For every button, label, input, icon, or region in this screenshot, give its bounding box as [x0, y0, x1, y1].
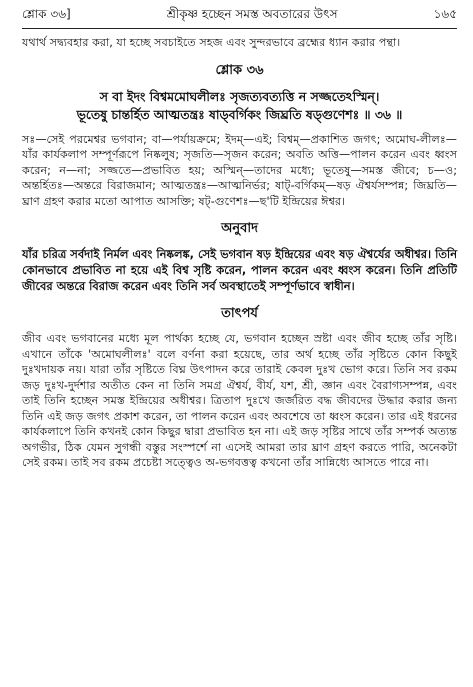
purport-heading: তাৎপর্য — [221, 306, 258, 321]
header-verse-ref: শ্লোক ৩৬] — [22, 7, 71, 21]
intro-paragraph: যথার্থ সদ্ব্যবহার করা, যা হচ্ছে সবচাইতে সহজ এবং সুন্দরভাবে ব্রহ্মের ধ্যান করার পন্থা। — [22, 36, 401, 49]
header-chapter-title: শ্রীকৃষ্ণ হচ্ছেন সমস্ত অবতারের উৎস — [166, 7, 338, 21]
translation-text: যাঁর চরিত্র সর্বদাই নির্মল এবং নিষ্কলঙ্ক, সেই ভগবান ষড় ইন্দ্রিয়ের এবং ষড় ঐশ্বর্যের অধীশ্বর। তিনি কোনভাবে প্রভাবিত না হয়ে এই বিশ্ব সৃষ্টি করেন, পালন করেন এবং ধ্বংস করেন। তিনি প্রতিটি জীবের অন্তরে বিরাজ করেন এবং তিনি সর্ব অবস্থাতেই সম্পূর্ণভাবে স্বাধীন। — [22, 247, 457, 293]
translation-heading: অনুবাদ — [221, 221, 258, 236]
header-divider — [22, 28, 457, 29]
sanskrit-verse — [22, 88, 457, 124]
verse-line-2: ভূতেষু চান্তর্হিত আত্মতন্ত্রঃ ষাড্‌বর্গিকং জিঘ্রতি ষড্‌গুণেশঃ ॥ ৩৬ ॥ — [76, 106, 403, 122]
verse-line-1: স বা ইদং বিশ্বমমোঘলীলঃ সৃজত্যবত্যত্তি ন সজ্জতেঽস্মিন্। — [99, 88, 380, 104]
running-header — [22, 0, 457, 26]
verse-heading: শ্লোক ৩৬ — [215, 62, 264, 78]
page-number: ১৬৫ — [433, 7, 457, 21]
purport-text: জীব এবং ভগবানের মধ্যে মূল পার্থক্য হচ্ছে যে, ভগবান হচ্ছেন স্রষ্টা এবং জীব হচ্ছে তাঁর সৃষ্টি। এখানে তাঁকে 'অমোঘলীলঃ' বলে বর্ণনা করা হয়েছে, তার অর্থ হচ্ছে তাঁর সৃষ্টিতে কোন কিছুই দুঃখদায়ক নয়। যারা তাঁর সৃষ্টিতে বিঘ্ন উৎপাদন করে তারাই কেবল দুঃখ ভোগ করে। তিনি সব রকম জড় দুঃখ-দুর্দশার অতীত কেন না তিনি সমগ্র ঐশ্বর্য, বীর্য, যশ, শ্রী, জ্ঞান এবং বৈরাগ্যসম্পন্ন, এবং তাই তিনি হচ্ছেন সমস্ত ইন্দ্রিয়ের অধীশ্বর। ত্রিতাপ দুঃখে জর্জরিত বদ্ধ জীবদের উদ্ধার করার জন্য তিনি এই জড় জগৎ প্রকাশ করেন, তা পালন করেন এবং অবশেষে তা ধ্বংস করেন। তার এই ধরনের কার্যকলাপে তিনি কখনই কোন কিছুর দ্বারা প্রভাবিত হন না। এই জড় সৃষ্টির সাথে তাঁর সম্পর্ক অত্যন্ত অগভীর, ঠিক যেমন সুগন্ধী বস্তুর সংস্পর্শে না এসেই আমরা তার ঘ্রাণ গ্রহণ করতে পারি, অনেকটা সেই রকম। তাই সব রকম প্রচেষ্টা সত্ত্বেও অ-ভগবত্তত্ব কখনো তাঁর সান্নিধ্যে আসতে পারে না। — [22, 332, 457, 469]
word-synonyms: সঃ—সেই পরমেশ্বর ভগবান; বা—পর্যায়ক্রমে; ইদম্—এই; বিশ্বম্—প্রকাশিত জগৎ; অমোঘ-লীলঃ—যাঁর কার্যকলাপ সম্পূর্ণরূপে নিষ্কলুষ; সৃজতি—সৃজন করেন; অবতি অত্তি—পালন করেন এবং ধ্বংস করেন; ন—না; সজ্জতে—প্রভাবিত হয়; অস্মিন্—তাদের মধ্যে; ভূতেষু—সমস্ত জীবে; চ—ও; অন্তর্হিতঃ—অন্তরে বিরাজমান; আত্মতন্ত্রঃ—আত্মনির্ভর; ষাট্-বর্গিকম্—ষড় ঐশ্বর্যসম্পন্ন; জিঘ্রতি—ঘ্রাণ গ্রহণ করার মতো আপাত আসক্তি; ষট্-গুণেশঃ—ছ'টি ইন্দ্রিয়ের ঈশ্বর। — [22, 132, 457, 208]
